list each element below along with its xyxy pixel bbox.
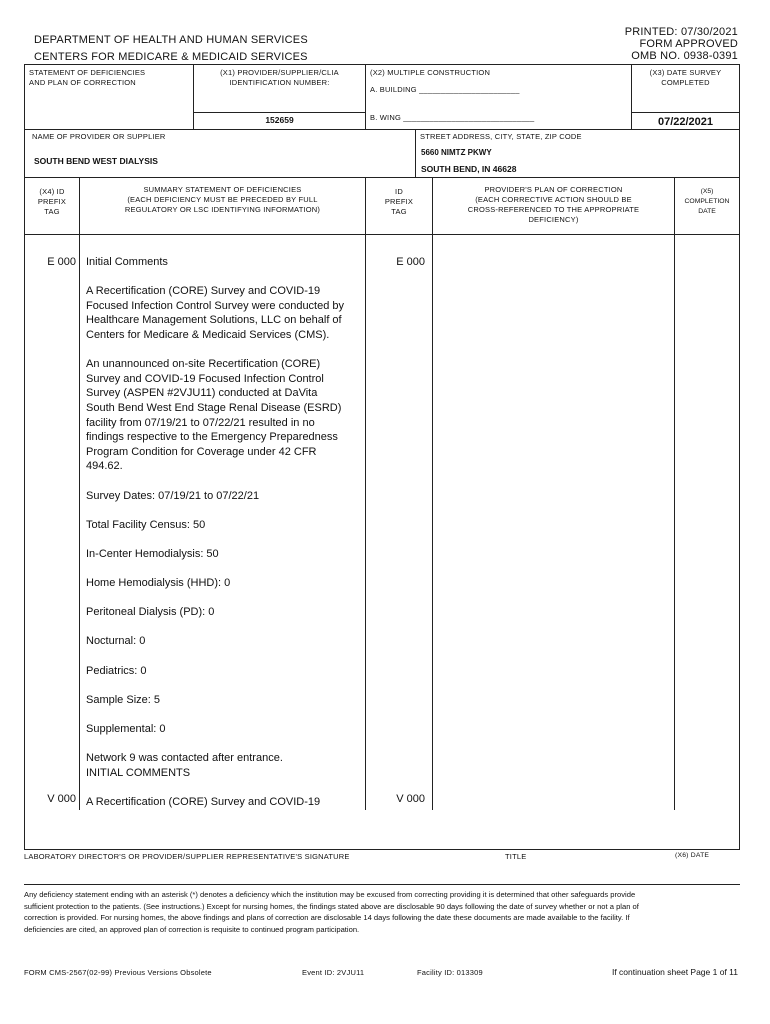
col-divider-1 <box>79 177 80 810</box>
x3-label: (X3) DATE SURVEY COMPLETED <box>649 68 722 87</box>
divider-x3-inner <box>631 112 740 113</box>
col-plan-header: PROVIDER'S PLAN OF CORRECTION (EACH CORRECTIVE ACTION SHOULD BE CROSS-REFERENCED TO THE APPROPRIATE DEFICIENCY) <box>467 185 640 224</box>
omb-number: OMB NO. 0938-0391 <box>631 50 738 62</box>
signature-label: LABORATORY DIRECTOR'S OR PROVIDER/SUPPLIER REPRESENTATIVE'S SIGNATURE <box>24 852 350 861</box>
survey-completed-date: 07/22/2021 <box>657 116 714 128</box>
provider-name-label: NAME OF PROVIDER OR SUPPLIER <box>32 132 166 141</box>
row2-bottom <box>24 177 740 178</box>
address-line-2: SOUTH BEND, IN 46628 <box>421 164 517 174</box>
title-label: TITLE <box>505 852 527 861</box>
col-divider-3 <box>432 177 433 810</box>
frame-top <box>24 64 740 65</box>
colhead-bottom <box>24 234 740 235</box>
x2-label: (X2) MULTIPLE CONSTRUCTION <box>370 68 491 77</box>
printed-date: PRINTED: 07/30/2021 <box>624 26 738 38</box>
frame-bottom <box>24 849 740 850</box>
event-id: Event ID: 2VJU11 <box>302 968 365 977</box>
col-id-header: ID PREFIX TAG <box>384 187 414 216</box>
entry-title-2: INITIAL COMMENTS <box>86 766 191 779</box>
department-title: DEPARTMENT OF HEALTH AND HUMAN SERVICES <box>34 34 308 46</box>
disclaimer-text: Any deficiency statement ending with an asterisk (*) denotes a deficiency which the institution may be excused from correcting providing it is determined that other safeguards provide sufficient protection to the patients. (See instructions.) Except for nursing homes, the findings stated above are disclosable 90 days following the date of survey whether or not a plan of correction is provided. For nursing homes, the above findings and plans of correction are disclosable 14 days following the date these documents are made available to the facility. If deficiencies are cited, an approved plan of correction is requisite to continued program participation. <box>24 890 639 934</box>
address-line-1: 5660 NIMTZ PKWY <box>421 148 492 157</box>
facility-id: Facility ID: 013309 <box>417 968 483 977</box>
address-label: STREET ADDRESS, CITY, STATE, ZIP CODE <box>420 132 582 141</box>
divider-x1-inner <box>193 112 366 113</box>
deficiency-text: Initial Comments A Recertification (CORE) Survey and COVID-19 Focused Infection Control Survey were conducted by Healthcare Management Solutions, LLC on behalf of Centers for Medicare & Medicaid Services (CMS). An unannounced on-site Recertification (CORE) Survey and COVID-19 Focused Infection Control Survey (ASPEN #2VJU11) conducted at DaVita South Bend West End Stage Renal Disease (ESRD) facility from 07/19/21 to 07/22/21 resulted in no findings respective to the Emergency Preparedness Program Condition for Coverage under 42 CFR 494.62. Survey Dates: 07/19/21 to 07/22/21 Total Facility Census: 50 In-Center Hemodialysis: 50 Home Hemodialysis (HHD): 0 Peritoneal Dialysis (PD): 0 Nocturnal: 0 Pediatrics: 0 Sample Size: 5 Supplemental: 0 Network 9 was contacted after entrance. INITIAL COMMENTS A Recertification (CORE) Survey and COVID-19 <box>86 255 348 810</box>
tag-prefix-e000: E 000 <box>47 256 76 268</box>
tag-id-v000: V 000 <box>396 793 425 805</box>
divider-x2 <box>365 64 366 130</box>
x6-date-label: (X6) DATE <box>675 852 710 859</box>
col-summary-header: SUMMARY STATEMENT OF DEFICIENCIES (EACH DEFICIENCY MUST BE PRECEDED BY FULL REGULATORY OR LSC IDENTIFYING INFORMATION) <box>124 185 321 214</box>
x2-building: A. BUILDING _______________________ <box>370 85 520 94</box>
col-divider-4 <box>674 177 675 810</box>
col-x4-header: (X4) ID PREFIX TAG <box>37 187 67 216</box>
tag-id-e000: E 000 <box>396 256 425 268</box>
col-x5-header: (X5) COMPLETION DATE <box>684 188 730 215</box>
col-divider-2 <box>365 177 366 810</box>
x2-wing: B. WING ______________________________ <box>370 113 535 122</box>
provider-id-value: 152659 <box>265 115 294 125</box>
form-approved: FORM APPROVED <box>639 38 738 50</box>
frame-left <box>24 64 25 850</box>
frame-right <box>739 64 740 850</box>
statement-label: STATEMENT OF DEFICIENCIES AND PLAN OF CORRECTION <box>29 68 146 87</box>
row1-bottom <box>24 129 740 130</box>
divider-address <box>415 129 416 178</box>
tag-prefix-v000: V 000 <box>47 793 76 805</box>
signature-rule <box>24 884 740 885</box>
x1-label: (X1) PROVIDER/SUPPLIER/CLIA IDENTIFICATION NUMBER: <box>220 68 339 87</box>
agency-title: CENTERS FOR MEDICARE & MEDICAID SERVICES <box>34 51 308 63</box>
form-number: FORM CMS-2567(02-99) Previous Versions Obsolete <box>24 968 212 977</box>
continuation-sheet: If continuation sheet Page 1 of 11 <box>611 967 738 977</box>
provider-name-value: SOUTH BEND WEST DIALYSIS <box>34 156 158 166</box>
entry-title: Initial Comments <box>86 256 168 268</box>
